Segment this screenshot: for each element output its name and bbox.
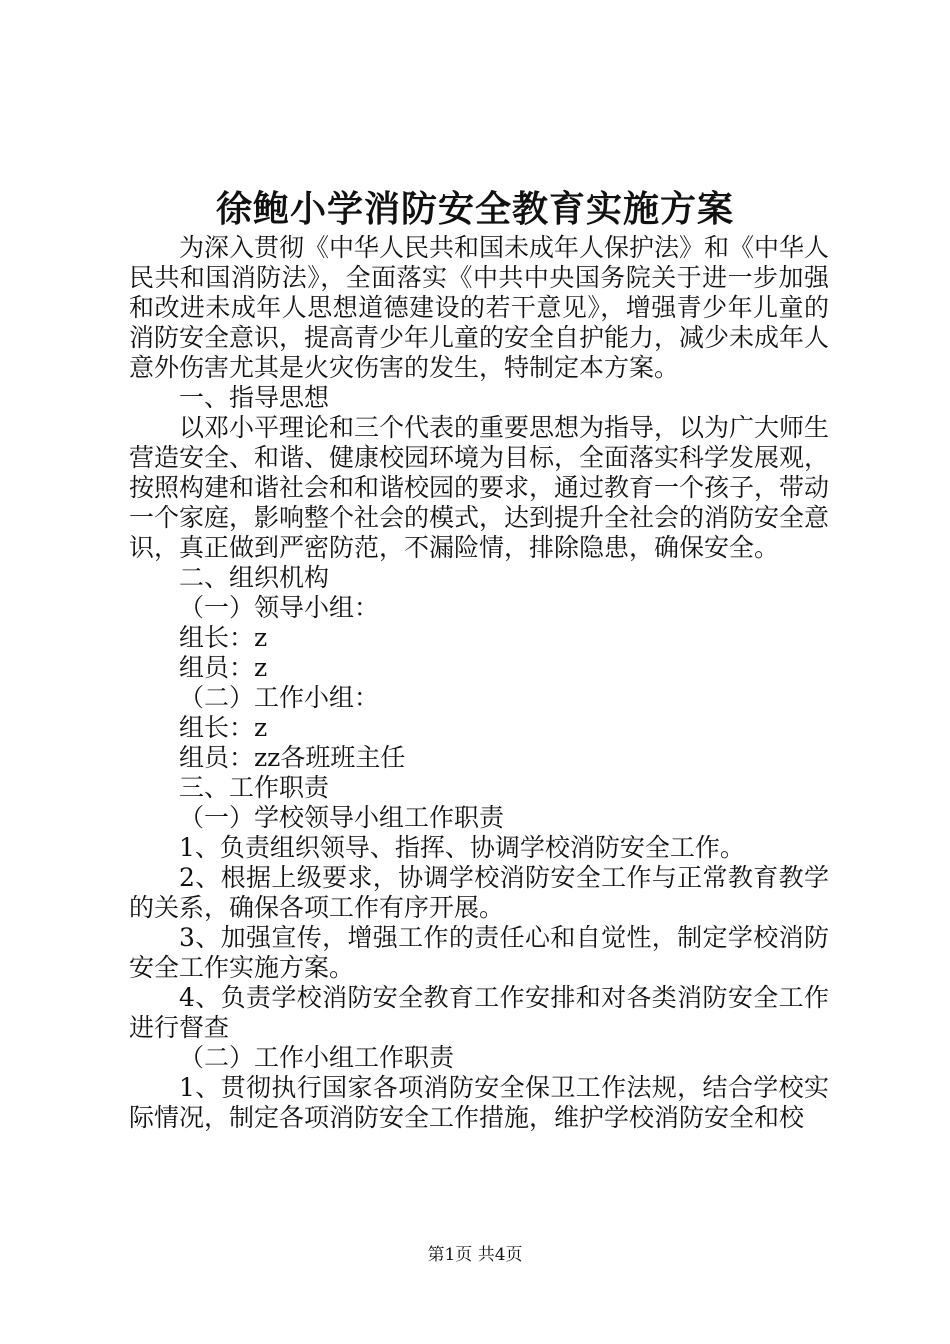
working-group-members: 组员：zz各班班主任 xyxy=(179,743,406,772)
leadership-group-members: 组员：z xyxy=(179,653,268,682)
section-heading-guiding-ideology: 一、指导思想 xyxy=(179,383,330,412)
working-group-duty-item: 1、贯彻执行国家各项消防安全保卫工作法规，结合学校实际情况，制定各项消防安全工作措施，维护学校消防安全和校 xyxy=(129,1073,829,1132)
leadership-duty-item: 1、负责组织领导、指挥、协调学校消防安全工作。 xyxy=(179,833,745,862)
leadership-group-leader: 组长：z xyxy=(179,623,268,652)
intro-paragraph: 为深入贯彻《中华人民共和国未成年人保护法》和《中华人民共和国消防法》，全面落实《中共中央国务院关于进一步加强和改进未成年人思想道德建设的若干意见》，增强青少年儿童的消防安全意识，提高青少年儿童的安全自护能力，减少未成年人意外伤害尤其是火灾伤害的发生，特制定本方案。 xyxy=(129,233,830,382)
subheading-working-group: （二）工作小组： xyxy=(179,683,380,712)
subheading-leadership-group: （一）领导小组： xyxy=(179,593,380,622)
leadership-duty-item: 2、根据上级要求，协调学校消防安全工作与正常教育教学的关系，确保各项工作有序开展。 xyxy=(129,863,829,922)
document-title: 徐鲍小学消防安全教育实施方案 xyxy=(215,188,734,230)
page-number-footer: 第1页 共4页 xyxy=(427,1245,523,1265)
working-group-leader: 组长：z xyxy=(179,713,268,742)
guiding-ideology-paragraph: 以邓小平理论和三个代表的重要思想为指导，以为广大师生营造安全、和谐、健康校园环境为目标，全面落实科学发展观，按照构建和谐社会和和谐校园的要求，通过教育一个孩子，带动一个家庭，影响整个社会的模式，达到提升全社会的消防安全意识，真正做到严密防范，不漏险情，排除隐患，确保安全。 xyxy=(129,413,830,562)
leadership-duty-item: 4、负责学校消防安全教育工作安排和对各类消防安全工作进行督查 xyxy=(129,983,829,1042)
document-body xyxy=(129,233,829,1133)
leadership-duty-item: 3、加强宣传，增强工作的责任心和自觉性，制定学校消防安全工作实施方案。 xyxy=(129,923,829,982)
section-heading-duties: 三、工作职责 xyxy=(179,773,330,802)
subheading-working-group-duties: （二）工作小组工作职责 xyxy=(179,1043,455,1072)
section-heading-organization: 二、组织机构 xyxy=(179,563,330,592)
subheading-leadership-duties: （一）学校领导小组工作职责 xyxy=(179,803,505,832)
